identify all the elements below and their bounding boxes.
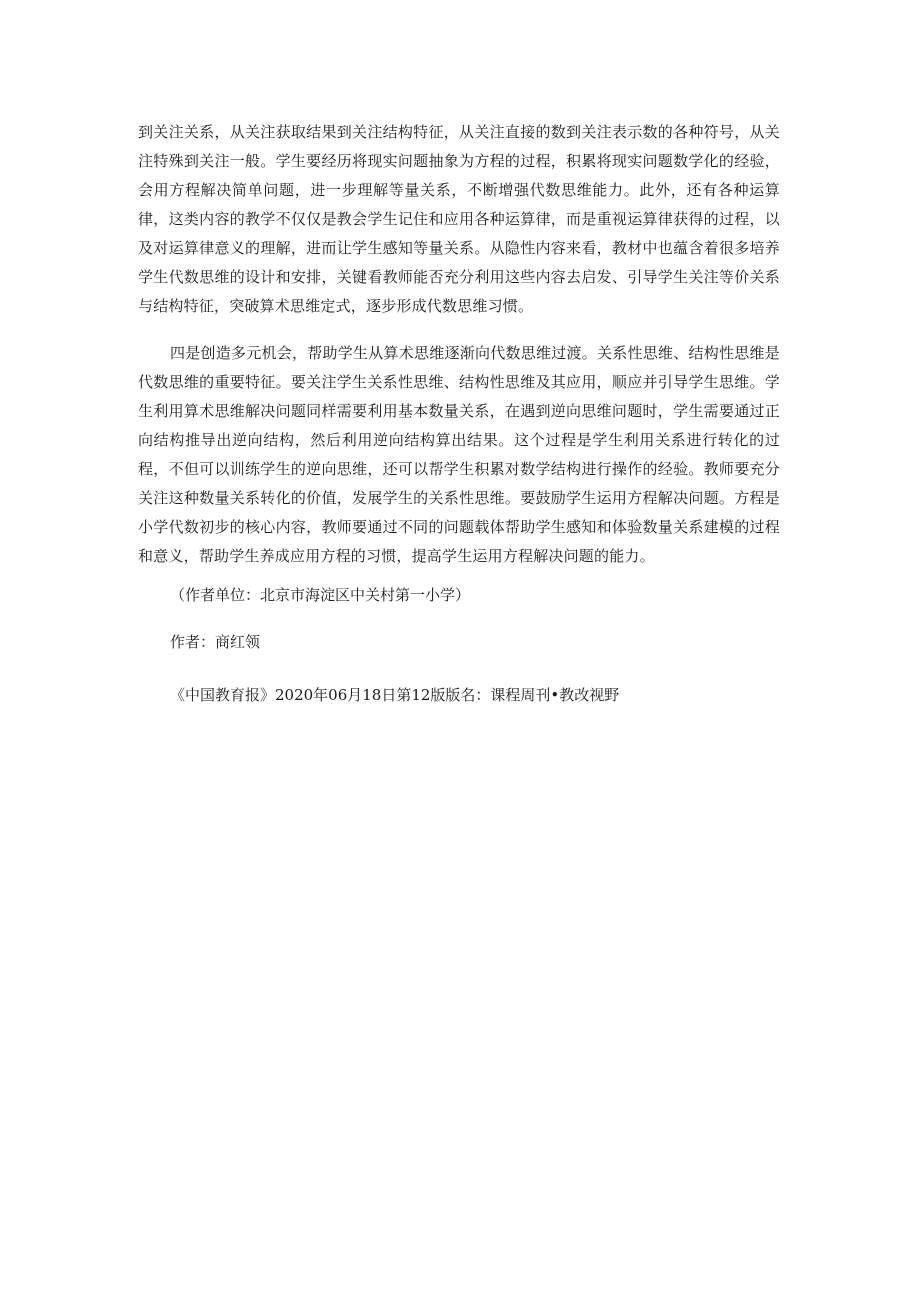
- article-body: [138, 118, 780, 710]
- paragraph-continued: 到关注关系，从关注获取结果到关注结构特征，从关注直接的数到关注表示数的各种符号，从关注特殊到关注一般。学生要经历将现实问题抽象为方程的过程，积累将现实问题数学化的经验，会用方程解决简单问题，进一步理解等量关系，不断增强代数思维能力。此外，还有各种运算律，这类内容的教学不仅仅是教会学生记住和应用各种运算律，而是重视运算律获得的过程，以及对运算律意义的理解，进而让学生感知等量关系。从隐性内容来看，教材中也蕴含着很多培养学生代数思维的设计和安排，关键看教师能否充分利用这些内容去启发、引导学生关注等价关系与结构特征，突破算术思维定式，逐步形成代数思维习惯。: [138, 123, 780, 315]
- source-citation: 《中国教育报》2020年06月18日第12版版名：课程周刊•教改视野: [170, 686, 620, 704]
- author-affiliation: （作者单位：北京市海淀区中关村第一小学）: [170, 586, 471, 604]
- paragraph-four: 四是创造多元机会，帮助学生从算术思维逐渐向代数思维过渡。关系性思维、结构性思维是代数思维的重要特征。要关注学生关系性思维、结构性思维及其应用，顺应并引导学生思维。学生利用算术思维解决问题同样需要利用基本数量关系，在遇到逆向思维问题时，学生需要通过正向结构推导出逆向结构，然后利用逆向结构算出结果。这个过程是学生利用关系进行转化的过程，不但可以训练学生的逆向思维，还可以帮学生积累对数学结构进行操作的经验。教师要充分关注这种数量关系转化的价值，发展学生的关系性思维。要鼓励学生运用方程解决问题。方程是小学代数初步的核心内容，教师要通过不同的问题载体帮助学生感知和体验数量关系建模的过程和意义，帮助学生养成应用方程的习惯，提高学生运用方程解决问题的能力。: [138, 344, 780, 565]
- paragraph-gap: [138, 321, 780, 339]
- author-name: 作者：商红领: [170, 633, 261, 651]
